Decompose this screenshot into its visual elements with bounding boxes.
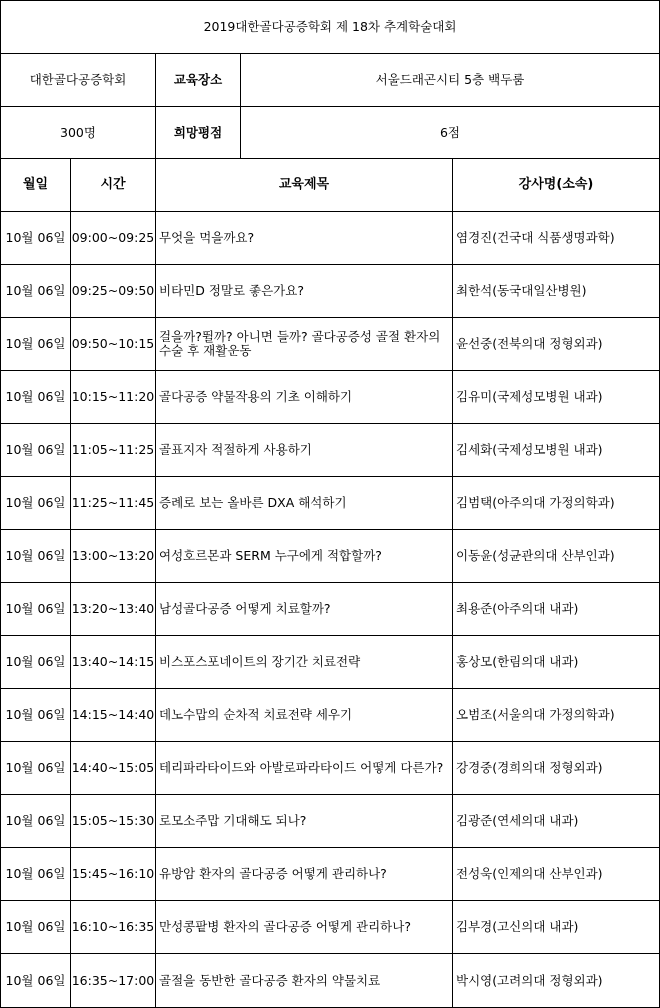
cell-time [71,901,156,954]
cell-subject [156,689,453,742]
cell-time-text: 11:25~11:45 [71,495,155,510]
cell-lecturer [453,636,660,689]
cell-time [71,212,156,265]
cell-date [0,318,71,371]
cell-time [71,954,156,1008]
venue-value-cell [241,54,660,107]
cell-lecturer [453,689,660,742]
cell-lecturer-text: 김범택(아주의대 가정의학과) [456,495,615,510]
cell-subject [156,318,453,371]
cell-date [0,742,71,795]
cell-time [71,848,156,901]
cell-lecturer-text: 김광준(연세의대 내과) [456,813,579,828]
score-label: 희망평점 [173,124,223,140]
cell-subject-text: 만성콩팥병 환자의 골다공증 어떻게 관리하나? [159,919,411,934]
cell-lecturer-text: 강경중(경희의대 정형외과) [456,760,603,775]
cell-time-text: 15:05~15:30 [71,813,155,828]
cell-date [0,636,71,689]
cell-date-text: 10월 06일 [5,866,66,881]
cell-date [0,265,71,318]
cell-time [71,424,156,477]
cell-date [0,371,71,424]
cell-lecturer [453,371,660,424]
header-date-label: 월일 [22,177,49,192]
cell-date [0,848,71,901]
cell-lecturer [453,795,660,848]
cell-subject [156,583,453,636]
cell-time [71,265,156,318]
cell-time [71,530,156,583]
cell-time-text: 10:15~11:20 [71,389,155,404]
cell-lecturer-text: 최한석(동국대일산병원) [456,283,587,298]
cell-time [71,742,156,795]
cell-lecturer [453,530,660,583]
cell-time [71,371,156,424]
cell-date-text: 10월 06일 [5,389,66,404]
cell-subject [156,530,453,583]
cell-lecturer [453,424,660,477]
cell-time-text: 16:35~17:00 [71,972,155,988]
cell-time [71,318,156,371]
cell-subject-text: 여성호르몬과 SERM 누구에게 적합할까? [159,548,382,563]
cell-lecturer [453,477,660,530]
cell-date [0,954,71,1008]
capacity-value: 300명 [60,124,96,140]
cell-time-text: 14:40~15:05 [71,760,155,775]
cell-subject [156,742,453,795]
cell-subject [156,212,453,265]
header-time-label: 시간 [100,177,126,192]
cell-time-text: 13:20~13:40 [71,601,155,616]
cell-subject-text: 무엇을 먹을까요? [159,230,255,245]
venue-label: 교육장소 [173,72,223,87]
cell-date [0,530,71,583]
cell-lecturer [453,265,660,318]
venue-value: 서울드래곤시티 5층 백두룸 [375,72,525,87]
cell-lecturer-text: 이동윤(성균관의대 산부인과) [456,548,615,563]
cell-subject-text: 골절을 동반한 골다공증 환자의 약물치료 [159,972,381,988]
cell-date-text: 10월 06일 [5,230,66,245]
cell-lecturer-text: 최용준(아주의대 내과) [456,601,579,616]
cell-date [0,477,71,530]
cell-date-text: 10월 06일 [5,601,66,616]
cell-lecturer-text: 박시영(고려의대 정형외과) [456,972,603,988]
cell-subject [156,954,453,1008]
cell-lecturer [453,954,660,1008]
score-value-cell [241,107,660,159]
cell-date-text: 10월 06일 [5,442,66,457]
cell-lecturer-text: 김유미(국제성모병원 내과) [456,389,603,404]
cell-lecturer [453,212,660,265]
cell-subject [156,424,453,477]
cell-time-text: 09:25~09:50 [71,283,155,298]
cell-date [0,583,71,636]
cell-date-text: 10월 06일 [5,972,66,988]
cell-subject-text: 데노수맙의 순차적 치료전략 세우기 [159,707,353,722]
organization-cell [0,54,156,107]
cell-date-text: 10월 06일 [5,760,66,775]
cell-date-text: 10월 06일 [5,813,66,828]
cell-lecturer [453,901,660,954]
cell-lecturer-text: 염경진(건국대 식품생명과학) [456,230,615,245]
cell-subject [156,901,453,954]
cell-time-text: 11:05~11:25 [71,442,155,457]
cell-lecturer-text: 전성욱(인제의대 산부인과) [456,866,603,881]
cell-subject [156,265,453,318]
cell-time [71,636,156,689]
cell-time-text: 13:00~13:20 [71,548,155,563]
cell-time [71,689,156,742]
cell-date-text: 10월 06일 [5,654,66,669]
cell-date [0,689,71,742]
cell-date [0,424,71,477]
cell-subject [156,477,453,530]
cell-time-text: 16:10~16:35 [71,919,155,934]
cell-date [0,212,71,265]
cell-subject-text: 비스포스포네이트의 장기간 치료전략 [159,654,361,669]
cell-time [71,583,156,636]
cell-lecturer [453,848,660,901]
cell-date-text: 10월 06일 [5,548,66,563]
organization-name: 대한골다공증학회 [29,72,127,87]
cell-lecturer-text: 홍상모(한림의대 내과) [456,654,579,669]
cell-time-text: 15:45~16:10 [71,866,155,881]
cell-date-text: 10월 06일 [5,495,66,510]
cell-subject-text: 테리파라타이드와 아발로파라타이드 어떻게 다른가? [159,760,444,775]
cell-subject-text: 걸을까?뛸까? 아니면 들까? 골다공증성 골절 환자의 수술 후 재활운동 [159,329,441,358]
cell-lecturer [453,742,660,795]
cell-time-text: 09:50~10:15 [71,336,155,351]
cell-date-text: 10월 06일 [5,336,66,351]
cell-lecturer-text: 윤선중(전북의대 정형외과) [456,336,603,351]
cell-lecturer [453,318,660,371]
cell-date-text: 10월 06일 [5,919,66,934]
cell-subject-text: 남성골다공증 어떻게 치료할까? [159,601,331,616]
cell-time-text: 13:40~14:15 [71,654,155,669]
header-subject-label: 교육제목 [278,177,330,192]
capacity-cell [0,107,156,159]
title-cell [0,0,660,54]
event-title: 2019대한골다공증학회 제 18차 추계학술대회 [203,19,457,34]
cell-subject [156,795,453,848]
cell-date-text: 10월 06일 [5,283,66,298]
cell-time [71,795,156,848]
cell-time [71,477,156,530]
score-label-cell [156,107,241,159]
header-subject [156,159,453,212]
cell-lecturer-text: 김세화(국제성모병원 내과) [456,442,603,457]
cell-subject-text: 로모소주맙 기대해도 되나? [159,813,307,828]
cell-lecturer-text: 김부경(고신의대 내과) [456,919,579,934]
cell-subject [156,371,453,424]
header-lecturer-label: 강사명(소속) [518,177,594,192]
cell-date [0,795,71,848]
header-date [0,159,71,212]
header-lecturer [453,159,660,212]
cell-subject-text: 비타민D 정말로 좋은가요? [159,283,304,298]
header-time [71,159,156,212]
cell-subject [156,848,453,901]
cell-subject-text: 골표지자 적절하게 사용하기 [159,442,312,457]
cell-time-text: 14:15~14:40 [71,707,155,722]
cell-lecturer-text: 오범조(서울의대 가정의학과) [456,707,615,722]
cell-subject-text: 유방암 환자의 골다공증 어떻게 관리하나? [159,866,387,881]
cell-date [0,901,71,954]
score-value: 6점 [439,124,461,140]
cell-time-text: 09:00~09:25 [71,230,155,245]
cell-subject [156,636,453,689]
venue-label-cell [156,54,241,107]
cell-subject-text: 골다공증 약물작용의 기초 이해하기 [159,389,353,404]
cell-subject-text: 증례로 보는 올바른 DXA 해석하기 [159,495,347,510]
cell-date-text: 10월 06일 [5,707,66,722]
cell-lecturer [453,583,660,636]
